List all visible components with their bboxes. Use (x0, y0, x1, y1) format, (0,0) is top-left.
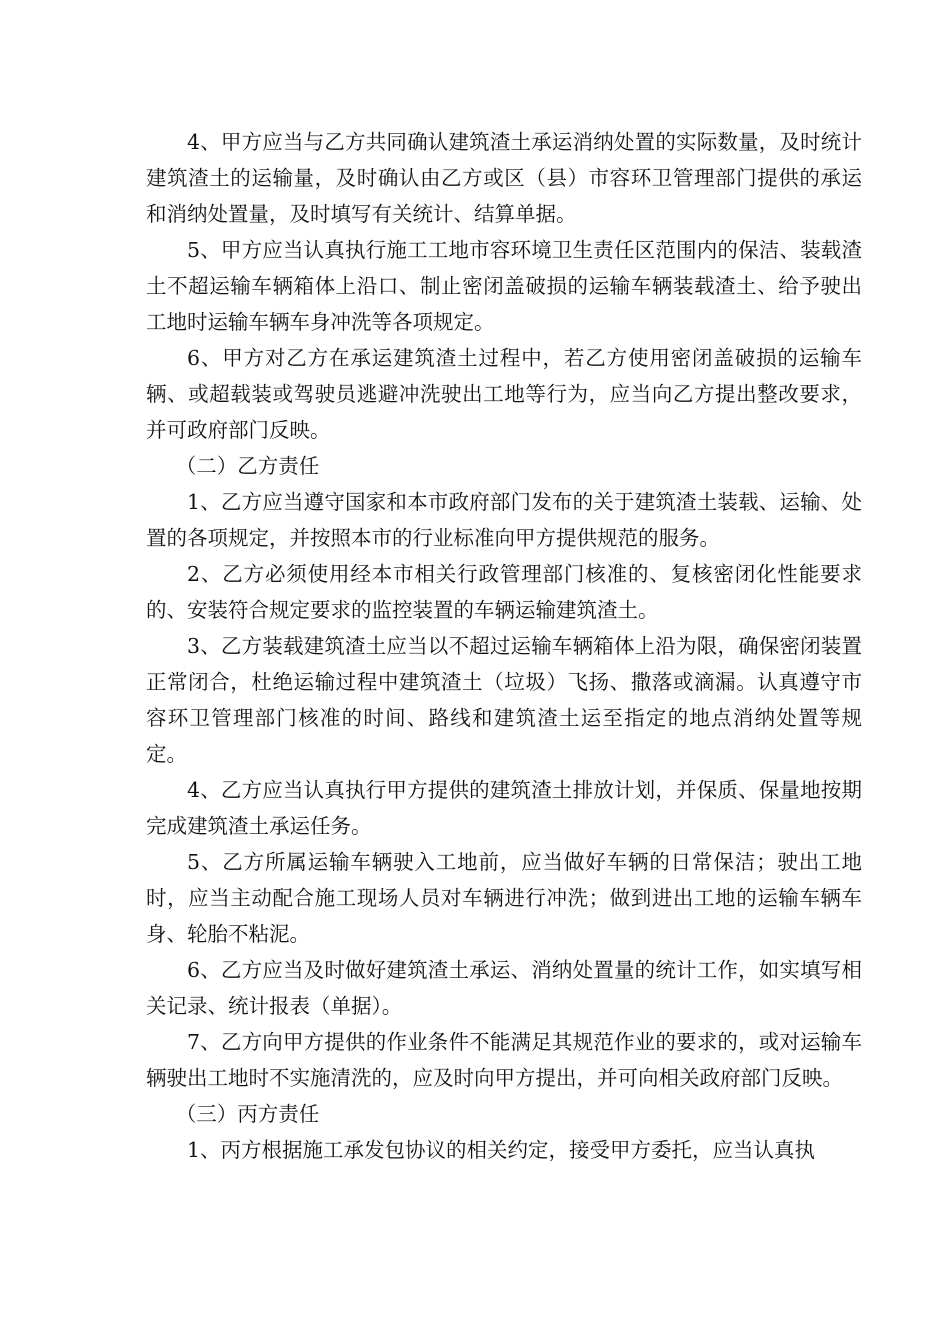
clause-c1-paragraph: 1、丙方根据施工承发包协议的相关约定，接受甲方委托，应当认真执 (187, 1138, 816, 1162)
clause-b6-paragraph: 6、乙方应当及时做好建筑渣土承运、消纳处置量的统计工作，如实填写相关记录、统计报表（单据）。 (146, 958, 862, 1018)
clause-b4-paragraph: 4、乙方应当认真执行甲方提供的建筑渣土排放计划，并保质、保量地按期完成建筑渣土承运任务。 (146, 778, 862, 838)
clause-b1-paragraph: 1、乙方应当遵守国家和本市政府部门发布的关于建筑渣土装载、运输、处置的各项规定，并按照本市的行业标准向甲方提供规范的服务。 (146, 490, 862, 550)
clause-b7-paragraph: 7、乙方向甲方提供的作业条件不能满足其规范作业的要求的，或对运输车辆驶出工地时不实施清洗的，应及时向甲方提出，并可向相关政府部门反映。 (146, 1030, 862, 1090)
section-heading-party-c: （三）丙方责任 (175, 1102, 320, 1126)
clause-b3-paragraph: 3、乙方装载建筑渣土应当以不超过运输车辆箱体上沿为限，确保密闭装置正常闭合，杜绝运输过程中建筑渣土（垃圾）飞扬、撒落或滴漏。认真遵守市容环卫管理部门核准的时间、路线和建筑渣土运至指定的地点消纳处置等规定。 (146, 634, 862, 766)
document-body (146, 124, 862, 1168)
clause-a4-paragraph: 4、甲方应当与乙方共同确认建筑渣土承运消纳处置的实际数量，及时统计建筑渣土的运输量，及时确认由乙方或区（县）市容环卫管理部门提供的承运和消纳处置量，及时填写有关统计、结算单据。 (146, 130, 862, 226)
clause-b5-paragraph: 5、乙方所属运输车辆驶入工地前，应当做好车辆的日常保洁；驶出工地时，应当主动配合施工现场人员对车辆进行冲洗；做到进出工地的运输车辆车身、轮胎不粘泥。 (146, 850, 862, 946)
section-heading-party-b: （二）乙方责任 (175, 454, 320, 478)
clause-a6-paragraph: 6、甲方对乙方在承运建筑渣土过程中，若乙方使用密闭盖破损的运输车辆、或超载装或驾驶员逃避冲洗驶出工地等行为，应当向乙方提出整改要求，并可政府部门反映。 (146, 346, 862, 442)
clause-a5-paragraph: 5、甲方应当认真执行施工工地市容环境卫生责任区范围内的保洁、装载渣土不超运输车辆箱体上沿口、制止密闭盖破损的运输车辆装载渣土、给予驶出工地时运输车辆车身冲洗等各项规定。 (146, 238, 862, 334)
clause-b2-paragraph: 2、乙方必须使用经本市相关行政管理部门核准的、复核密闭化性能要求的、安装符合规定要求的监控装置的车辆运输建筑渣土。 (146, 562, 862, 622)
